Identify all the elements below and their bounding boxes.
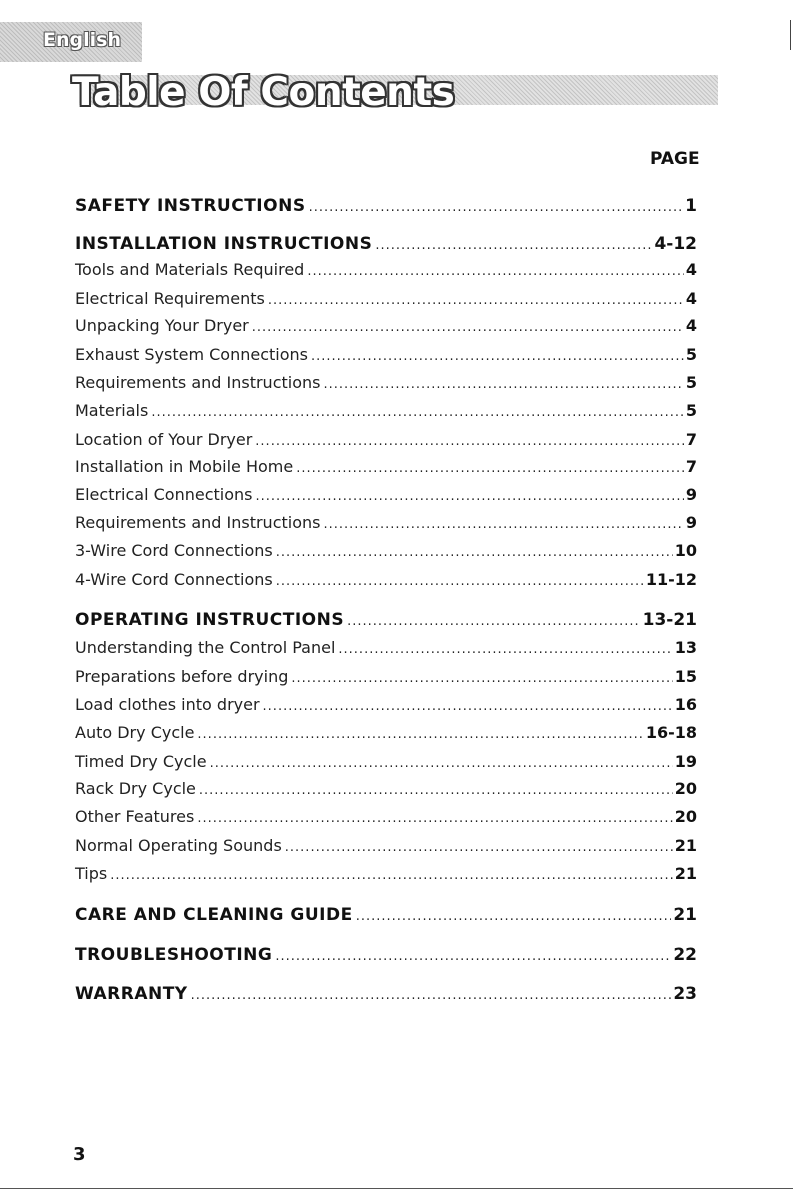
toc-entry-label: Normal Operating Sounds bbox=[75, 836, 282, 855]
toc-entry-label: Tools and Materials Required bbox=[75, 260, 305, 279]
toc-entry-page: 5 bbox=[685, 373, 697, 392]
dot-leader bbox=[276, 574, 644, 589]
dot-leader bbox=[268, 293, 684, 308]
dot-leader bbox=[347, 614, 641, 629]
dot-leader bbox=[338, 642, 672, 657]
toc-section-row bbox=[75, 905, 697, 929]
toc-entry-row bbox=[75, 570, 697, 594]
dot-leader bbox=[323, 517, 683, 532]
toc-entry-page: 4 bbox=[685, 260, 697, 279]
toc-entry-row bbox=[75, 541, 697, 565]
toc-entry-page: 1 bbox=[685, 196, 697, 216]
toc-entry-page: 20 bbox=[674, 779, 697, 798]
toc-section-row bbox=[75, 196, 697, 220]
toc-entry-page: 4 bbox=[685, 316, 697, 335]
dot-leader bbox=[197, 811, 672, 826]
toc-entry-label: Requirements and Instructions bbox=[75, 513, 321, 532]
toc-entry-label: SAFETY INSTRUCTIONS bbox=[75, 196, 306, 216]
toc-entry-row bbox=[75, 457, 697, 481]
toc-section-row bbox=[75, 984, 697, 1008]
toc-entry-label: OPERATING INSTRUCTIONS bbox=[75, 610, 345, 630]
toc-section-row bbox=[75, 945, 697, 969]
toc-entry-label: Auto Dry Cycle bbox=[75, 723, 195, 742]
dot-leader bbox=[356, 909, 672, 924]
dot-leader bbox=[255, 434, 684, 449]
toc-entry-label: Other Features bbox=[75, 807, 195, 826]
toc-entry-page: 13-21 bbox=[642, 610, 697, 630]
toc-entry-label: Rack Dry Cycle bbox=[75, 779, 196, 798]
toc-entry-label: Load clothes into dryer bbox=[75, 695, 260, 714]
toc-entry-label: CARE AND CLEANING GUIDE bbox=[75, 905, 353, 925]
toc-entry-label: Installation in Mobile Home bbox=[75, 457, 294, 476]
toc-entry-row bbox=[75, 807, 697, 831]
dot-leader bbox=[307, 264, 684, 279]
toc-entry-page: 4 bbox=[685, 289, 697, 308]
toc-entry-label: Preparations before drying bbox=[75, 667, 289, 686]
toc-entry-label: Materials bbox=[75, 401, 149, 420]
toc-entry-row bbox=[75, 345, 697, 369]
dot-leader bbox=[275, 949, 671, 964]
toc-entry-label: Understanding the Control Panel bbox=[75, 638, 336, 657]
toc-entry-row bbox=[75, 723, 697, 747]
dot-leader bbox=[309, 200, 684, 215]
dot-leader bbox=[323, 377, 683, 392]
toc-entry-label: Location of Your Dryer bbox=[75, 430, 253, 449]
toc-entry-label: TROUBLESHOOTING bbox=[75, 945, 273, 965]
toc-entry-page: 22 bbox=[673, 945, 697, 965]
toc-section-row bbox=[75, 234, 697, 258]
toc-entry-page: 7 bbox=[685, 430, 697, 449]
dot-leader bbox=[151, 405, 684, 420]
toc-entry-page: 9 bbox=[685, 485, 697, 504]
toc-entry-row bbox=[75, 667, 697, 691]
toc-entry-page: 5 bbox=[685, 345, 697, 364]
toc-entry-label: Timed Dry Cycle bbox=[75, 752, 207, 771]
dot-leader bbox=[285, 840, 673, 855]
toc-section-row bbox=[75, 610, 697, 634]
dot-leader bbox=[197, 727, 643, 742]
toc-entry-page: 23 bbox=[673, 984, 697, 1004]
toc-entry-label: 4-Wire Cord Connections bbox=[75, 570, 273, 589]
edge-rule bbox=[790, 20, 791, 50]
dot-leader bbox=[191, 988, 672, 1003]
toc-entry-label: Unpacking Your Dryer bbox=[75, 316, 249, 335]
dot-leader bbox=[311, 349, 684, 364]
toc-entry-label: Requirements and Instructions bbox=[75, 373, 321, 392]
dot-leader bbox=[291, 671, 672, 686]
toc-entry-page: 19 bbox=[674, 752, 697, 771]
dot-leader bbox=[110, 868, 673, 883]
toc-entry-label: INSTALLATION INSTRUCTIONS bbox=[75, 234, 373, 254]
dot-leader bbox=[296, 461, 684, 476]
toc-entry-page: 9 bbox=[685, 513, 697, 532]
toc-entry-page: 4-12 bbox=[654, 234, 697, 254]
toc-entry-page: 21 bbox=[674, 836, 697, 855]
language-tab-label: English bbox=[43, 29, 121, 51]
page-column-header: PAGE bbox=[650, 149, 700, 169]
toc-entry-label: WARRANTY bbox=[75, 984, 188, 1004]
toc-entry-row bbox=[75, 316, 697, 340]
toc-entry-label: Exhaust System Connections bbox=[75, 345, 308, 364]
language-tab bbox=[0, 22, 142, 62]
toc-entry-page: 16 bbox=[674, 695, 697, 714]
toc-entry-row bbox=[75, 373, 697, 397]
bottom-rule bbox=[0, 1188, 793, 1189]
toc-entry-page: 11-12 bbox=[645, 570, 697, 589]
dot-leader bbox=[210, 756, 673, 771]
toc-entry-row bbox=[75, 752, 697, 776]
toc-entry-page: 10 bbox=[674, 541, 697, 560]
toc-entry-page: 16-18 bbox=[645, 723, 697, 742]
toc-entry-row bbox=[75, 638, 697, 662]
toc-entry-row bbox=[75, 485, 697, 509]
toc-entry-row bbox=[75, 289, 697, 313]
toc-entry-label: Electrical Requirements bbox=[75, 289, 265, 308]
toc-entry-page: 21 bbox=[673, 905, 697, 925]
toc-entry-row bbox=[75, 513, 697, 537]
dot-leader bbox=[276, 545, 673, 560]
toc-entry-page: 5 bbox=[685, 401, 697, 420]
toc-entry-row bbox=[75, 401, 697, 425]
toc-entry-row bbox=[75, 695, 697, 719]
dot-leader bbox=[263, 699, 673, 714]
toc-entry-row bbox=[75, 430, 697, 454]
toc-entry-row bbox=[75, 260, 697, 284]
dot-leader bbox=[199, 783, 673, 798]
toc-entry-label: 3-Wire Cord Connections bbox=[75, 541, 273, 560]
toc-entry-page: 7 bbox=[685, 457, 697, 476]
dot-leader bbox=[375, 238, 652, 253]
toc-entry-row bbox=[75, 836, 697, 860]
toc-entry-row bbox=[75, 779, 697, 803]
page-title: Table Of Contents bbox=[72, 70, 455, 115]
toc-entry-page: 15 bbox=[674, 667, 697, 686]
dot-leader bbox=[252, 320, 684, 335]
toc-entry-label: Electrical Connections bbox=[75, 485, 253, 504]
toc-entry-page: 21 bbox=[674, 864, 697, 883]
dot-leader bbox=[256, 489, 684, 504]
toc-entry-label: Tips bbox=[75, 864, 108, 883]
toc-entry-page: 13 bbox=[674, 638, 697, 657]
page-number: 3 bbox=[73, 1144, 86, 1165]
toc-entry-row bbox=[75, 864, 697, 888]
toc-entry-page: 20 bbox=[674, 807, 697, 826]
